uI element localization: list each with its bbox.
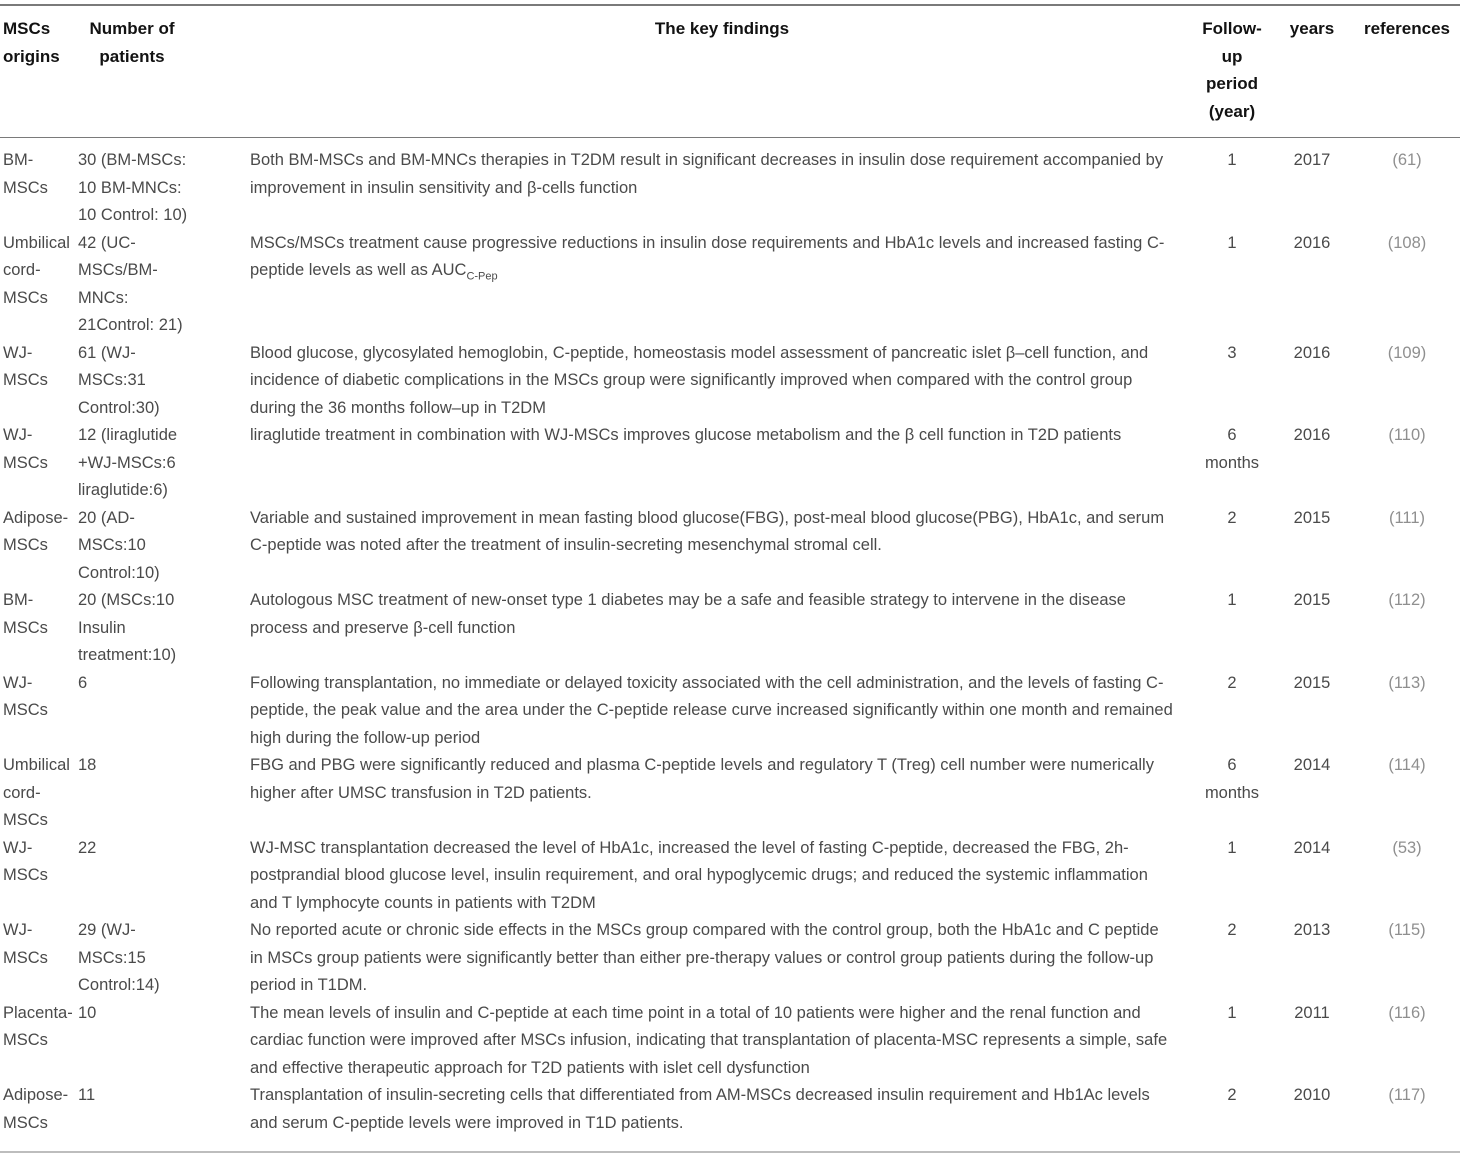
cell-follow-up-period: 2 bbox=[1227, 508, 1237, 527]
cell-follow-up-period: 2 bbox=[1227, 1086, 1237, 1104]
cell-patient-count: 18 bbox=[78, 756, 97, 774]
table-row bbox=[0, 505, 1460, 588]
cell-follow-up-period: 2 bbox=[1227, 673, 1237, 692]
table-row bbox=[0, 587, 1460, 670]
table-row bbox=[0, 752, 1460, 835]
cell-follow-up-period: 1 bbox=[1227, 1003, 1237, 1022]
cell-year: 2016 bbox=[1293, 343, 1331, 362]
cell-patient-count: 42 (UC-MSCs/BM-MNCs: 21Control: 21) bbox=[78, 233, 183, 334]
col-header-key-findings: The key findings bbox=[654, 19, 790, 38]
cell-year: 2017 bbox=[1293, 151, 1331, 169]
cell-patient-count: 29 (WJ-MSCs:15 Control:14) bbox=[78, 921, 160, 994]
cell-patient-count: 12 (liraglutide +WJ-MSCs:6 liraglutide:6) bbox=[78, 426, 178, 499]
cell-msc-origin: WJ-MSCs bbox=[3, 343, 48, 389]
cell-patient-count: 11 bbox=[78, 1086, 96, 1104]
header-row bbox=[0, 5, 1460, 138]
table-row bbox=[0, 1000, 1460, 1083]
col-header-mscs-origins: MSCs origins bbox=[3, 19, 60, 66]
cell-patient-count: 61 (WJ-MSCs:31 Control:30) bbox=[78, 343, 160, 417]
cell-reference-link[interactable]: (116) bbox=[1388, 1003, 1426, 1022]
cell-key-findings: WJ-MSC transplantation decreased the level of HbA1c, increased the level of fasting C-peptide, decreased the FBG, 2h-postprandial blood glucose level, insulin requirement, and oral hypoglycemic drugs; and reduced the systemic inflammation and T lymphocyte counts in patients with T2DM bbox=[250, 838, 1148, 912]
cell-patient-count: 6 bbox=[78, 673, 88, 692]
cell-patient-count: 20 (MSCs:10 Insulin treatment:10) bbox=[78, 591, 177, 664]
cell-follow-up-period: 1 bbox=[1227, 233, 1237, 252]
table-row bbox=[0, 340, 1460, 423]
cell-reference-link[interactable]: (108) bbox=[1387, 233, 1427, 252]
cell-patient-count: 30 (BM-MSCs: 10 BM-MNCs: 10 Control: 10) bbox=[78, 151, 188, 224]
col-header-follow-up-period: Follow-up period (year) bbox=[1202, 19, 1262, 121]
cell-msc-origin: Adipose-MSCs bbox=[3, 508, 69, 554]
cell-reference-link[interactable]: (111) bbox=[1388, 508, 1426, 527]
table-row bbox=[0, 1082, 1460, 1152]
cell-key-findings: Variable and sustained improvement in mean fasting blood glucose(FBG), post-meal blood glucose(PBG), HbA1c, and serum C-peptide was noted after the treatment of insulin-secreting mesenchymal stromal cell. bbox=[250, 508, 1165, 554]
cell-reference-link[interactable]: (61) bbox=[1392, 151, 1422, 169]
cell-reference-link[interactable]: (117) bbox=[1388, 1086, 1426, 1104]
cell-msc-origin: Umbilical cord-MSCs bbox=[3, 756, 70, 829]
col-header-number-of-patients bbox=[78, 5, 250, 138]
cell-follow-up-period: 2 bbox=[1227, 921, 1237, 939]
cell-year: 2014 bbox=[1293, 838, 1331, 857]
table-row bbox=[0, 230, 1460, 340]
cell-key-findings: FBG and PBG were significantly reduced and plasma C-peptide levels and regulatory T (Treg) cell number were numerically higher after UMSC transfusion in T2D patients. bbox=[250, 756, 1154, 802]
cell-msc-origin: WJ-MSCs bbox=[3, 921, 48, 967]
table-row bbox=[0, 835, 1460, 918]
msc-clinical-trials-table bbox=[0, 4, 1460, 1153]
cell-key-findings: No reported acute or chronic side effects in the MSCs group compared with the control group, both the HbA1c and C peptide in MSCs group patients were significantly better than either pre-therapy values or control group patients during the follow-up period in T1DM. bbox=[250, 921, 1159, 994]
cell-reference-link[interactable]: (115) bbox=[1388, 921, 1426, 939]
cell-follow-up-period: 6 months bbox=[1204, 756, 1260, 802]
cell-msc-origin: Adipose-MSCs bbox=[3, 1086, 69, 1132]
cell-key-findings: Autologous MSC treatment of new-onset type 1 diabetes may be a safe and feasible strategy to intervene in the disease process and preserve β-cell function bbox=[250, 591, 1126, 637]
cell-year: 2014 bbox=[1293, 756, 1331, 774]
cell-reference-link[interactable]: (112) bbox=[1388, 591, 1426, 609]
cell-year: 2010 bbox=[1293, 1086, 1331, 1104]
cell-year: 2015 bbox=[1293, 673, 1331, 692]
cell-msc-origin: WJ-MSCs bbox=[3, 426, 48, 472]
cell-reference-link[interactable]: (114) bbox=[1388, 756, 1426, 774]
subscript-text: C-Pep bbox=[466, 270, 498, 283]
cell-follow-up-period: 6 months bbox=[1204, 426, 1260, 472]
col-header-number-of-patients-label: Number of patients bbox=[89, 19, 175, 66]
cell-key-findings: Following transplantation, no immediate or delayed toxicity associated with the cell administration, and the levels of fasting C-peptide, the peak value and the area under the C-peptide release curve increased significantly within one month and remained high during the follow-up period bbox=[250, 673, 1173, 747]
table-row bbox=[0, 422, 1460, 505]
cell-key-findings: Transplantation of insulin-secreting cells that differentiated from AM-MSCs decreased insulin requirement and Hb1Ac levels and serum C-peptide levels were improved in T1D patients. bbox=[250, 1086, 1150, 1132]
cell-key-findings: Blood glucose, glycosylated hemoglobin, C-peptide, homeostasis model assessment of pancreatic islet β–cell function, and incidence of diabetic complications in the MSCs group were significantly improved when compared with the control group during the 36 months follow–up in T2DM bbox=[250, 343, 1149, 417]
cell-msc-origin: BM-MSCs bbox=[3, 591, 48, 637]
cell-key-findings: The mean levels of insulin and C-peptide at each time point in a total of 10 patients were higher and the renal function and cardiac function were improved after MSCs infusion, indicating that transplantation of placenta-MSC represents a simple, safe and effective therapeutic approach for T2D patients with islet cell dysfunction bbox=[250, 1003, 1168, 1077]
cell-key-findings: liraglutide treatment in combination with WJ-MSCs improves glucose metabolism and the β cell function in T2D patients bbox=[250, 426, 1122, 444]
cell-year: 2013 bbox=[1293, 921, 1331, 939]
cell-follow-up-period: 1 bbox=[1227, 151, 1237, 169]
cell-year: 2011 bbox=[1294, 1003, 1330, 1022]
cell-msc-origin: WJ-MSCs bbox=[3, 838, 48, 884]
table-row bbox=[0, 670, 1460, 753]
table-row bbox=[0, 138, 1460, 230]
cell-year: 2016 bbox=[1293, 426, 1331, 444]
cell-reference-link[interactable]: (113) bbox=[1388, 673, 1426, 692]
col-header-years: years bbox=[1289, 19, 1335, 38]
cell-year: 2015 bbox=[1293, 591, 1331, 609]
table-row bbox=[0, 917, 1460, 1000]
cell-follow-up-period: 1 bbox=[1227, 591, 1237, 609]
cell-year: 2016 bbox=[1293, 233, 1331, 252]
cell-patient-count: 22 bbox=[78, 838, 97, 857]
cell-follow-up-period: 3 bbox=[1227, 343, 1237, 362]
cell-msc-origin: Umbilical cord-MSCs bbox=[3, 233, 70, 307]
cell-follow-up-period: 1 bbox=[1227, 838, 1237, 857]
cell-msc-origin: Placenta-MSCs bbox=[3, 1003, 73, 1049]
col-header-references: references bbox=[1363, 19, 1450, 38]
cell-year: 2015 bbox=[1293, 508, 1331, 527]
cell-key-findings: Both BM-MSCs and BM-MNCs therapies in T2DM result in significant decreases in insulin dose requirement accompanied by improvement in insulin sensitivity and β-cells function bbox=[250, 151, 1164, 197]
cell-msc-origin: WJ-MSCs bbox=[3, 673, 48, 719]
cell-reference-link[interactable]: (53) bbox=[1392, 838, 1422, 857]
cell-patient-count: 20 (AD-MSCs:10 Control:10) bbox=[78, 508, 160, 582]
cell-msc-origin: BM-MSCs bbox=[3, 151, 48, 197]
cell-reference-link[interactable]: (109) bbox=[1387, 343, 1427, 362]
cell-key-findings: MSCs/MSCs treatment cause progressive reductions in insulin dose requirements and HbA1c levels and increased fasting C-peptide levels as well as $AUC_{C-Pep}$ bbox=[250, 233, 1165, 283]
cell-patient-count: 10 bbox=[78, 1003, 97, 1022]
cell-reference-link[interactable]: (110) bbox=[1388, 426, 1426, 444]
